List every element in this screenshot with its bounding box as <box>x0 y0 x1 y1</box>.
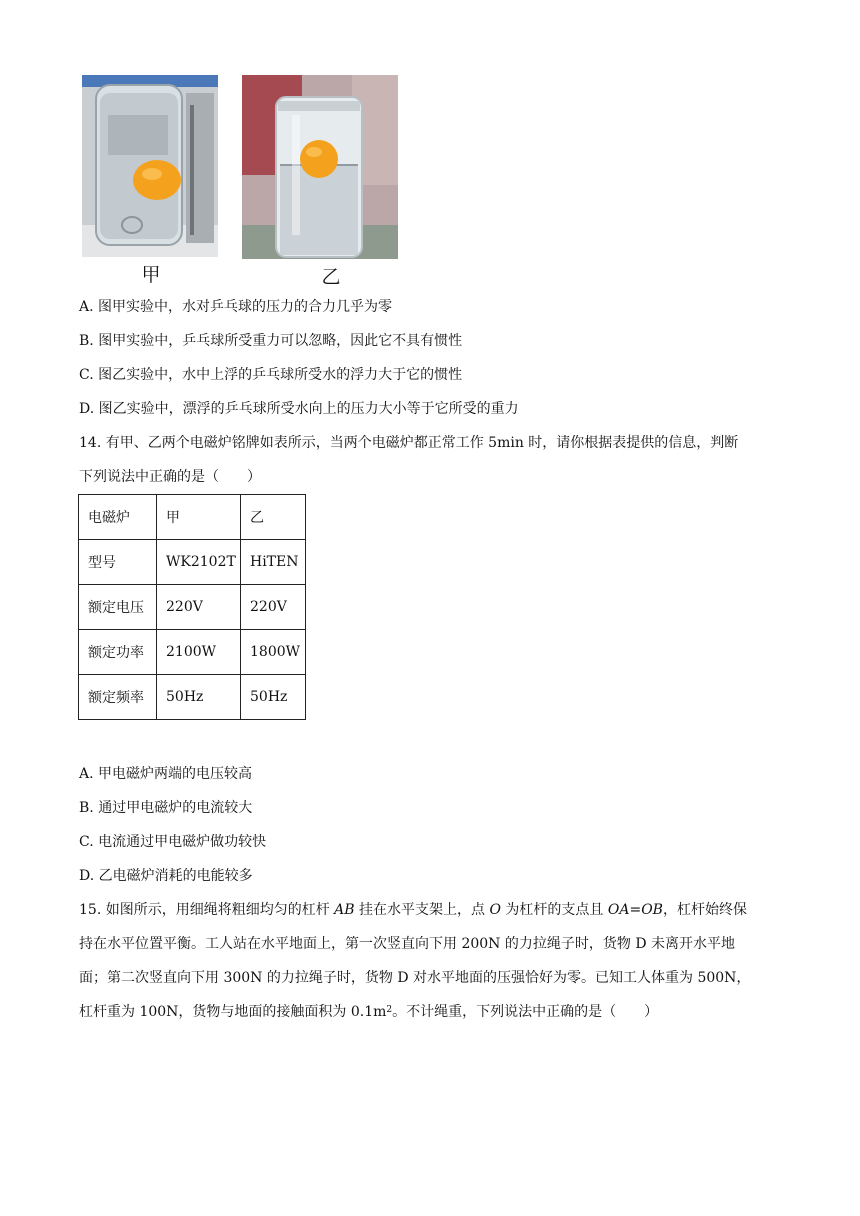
photo-jia <box>82 75 218 257</box>
table-cell: 额定频率 <box>79 675 157 720</box>
q15-text: 。不计绳重，下列说法中正确的是（ ） <box>392 1004 659 1020</box>
q15-pivot-name: O <box>489 902 501 918</box>
photo-yi <box>242 75 398 259</box>
table-row <box>79 495 306 540</box>
table-cell: HiTEN <box>241 540 306 585</box>
q13-option-a: A. 图甲实验中，水对乒乓球的压力的合力几乎为零 <box>79 299 393 315</box>
caption-yi: 乙 <box>321 266 341 288</box>
table-cell: 甲 <box>157 495 241 540</box>
q15-stem-line1 <box>79 900 747 920</box>
q15-text: ，杠杆始终保 <box>662 902 747 918</box>
table-row <box>79 585 306 630</box>
q15-text: 15. 如图所示，用细绳将粗细均匀的杠杆 <box>79 902 335 918</box>
spec-table <box>78 494 306 720</box>
q13-option-d: D. 图乙实验中，漂浮的乒乓球所受水向上的压力大小等于它所受的重力 <box>79 401 519 417</box>
q15-stem-line2: 持在水平位置平衡。工人站在水平地面上，第一次竖直向下用 200N 的力拉绳子时，货物 D 未离开水平地 <box>79 936 735 952</box>
table-cell: WK2102T <box>157 540 241 585</box>
table-cell: 额定功率 <box>79 630 157 675</box>
table-cell: 50Hz <box>241 675 306 720</box>
q14-option-a: A. 甲电磁炉两端的电压较高 <box>79 766 253 782</box>
table-cell: 2100W <box>157 630 241 675</box>
table-row <box>79 630 306 675</box>
q15-superscript: 2 <box>386 1005 393 1015</box>
table-row <box>79 540 306 585</box>
q15-stem-line3: 面；第二次竖直向下用 300N 的力拉绳子时，货物 D 对水平地面的压强恰好为零。已知工人体重为 500N， <box>79 970 751 986</box>
q15-text: 杠杆重为 100N，货物与地面的接触面积为 0.1m <box>79 1004 387 1020</box>
table-cell: 1800W <box>241 630 306 675</box>
q15-lever-name: AB <box>334 902 355 918</box>
q14-option-d: D. 乙电磁炉消耗的电能较多 <box>79 868 253 884</box>
q15-text: 挂在水平支架上，点 <box>354 902 490 918</box>
table-cell: 220V <box>241 585 306 630</box>
q13-option-c: C. 图乙实验中，水中上浮的乒乓球所受水的浮力大于它的惯性 <box>79 367 463 383</box>
q13-option-b: B. 图甲实验中，乒乓球所受重力可以忽略，因此它不具有惯性 <box>79 333 463 349</box>
q14-option-c: C. 电流通过甲电磁炉做功较快 <box>79 834 267 850</box>
table-cell: 型号 <box>79 540 157 585</box>
q14-stem-line2: 下列说法中正确的是（ ） <box>79 469 261 485</box>
table-cell: 乙 <box>241 495 306 540</box>
q15-text: 为杠杆的支点且 <box>500 902 608 918</box>
table-cell: 电磁炉 <box>79 495 157 540</box>
q15-equation: OA=OB <box>607 902 663 918</box>
caption-jia: 甲 <box>141 264 161 286</box>
table-cell: 50Hz <box>157 675 241 720</box>
table-cell: 额定电压 <box>79 585 157 630</box>
q14-stem-line1: 14. 有甲、乙两个电磁炉铭牌如表所示，当两个电磁炉都正常工作 5min 时，请你根据表提供的信息，判断 <box>79 435 739 451</box>
table-row <box>79 675 306 720</box>
q15-stem-line4 <box>79 1002 658 1022</box>
q14-option-b: B. 通过甲电磁炉的电流较大 <box>79 800 253 816</box>
table-cell: 220V <box>157 585 241 630</box>
